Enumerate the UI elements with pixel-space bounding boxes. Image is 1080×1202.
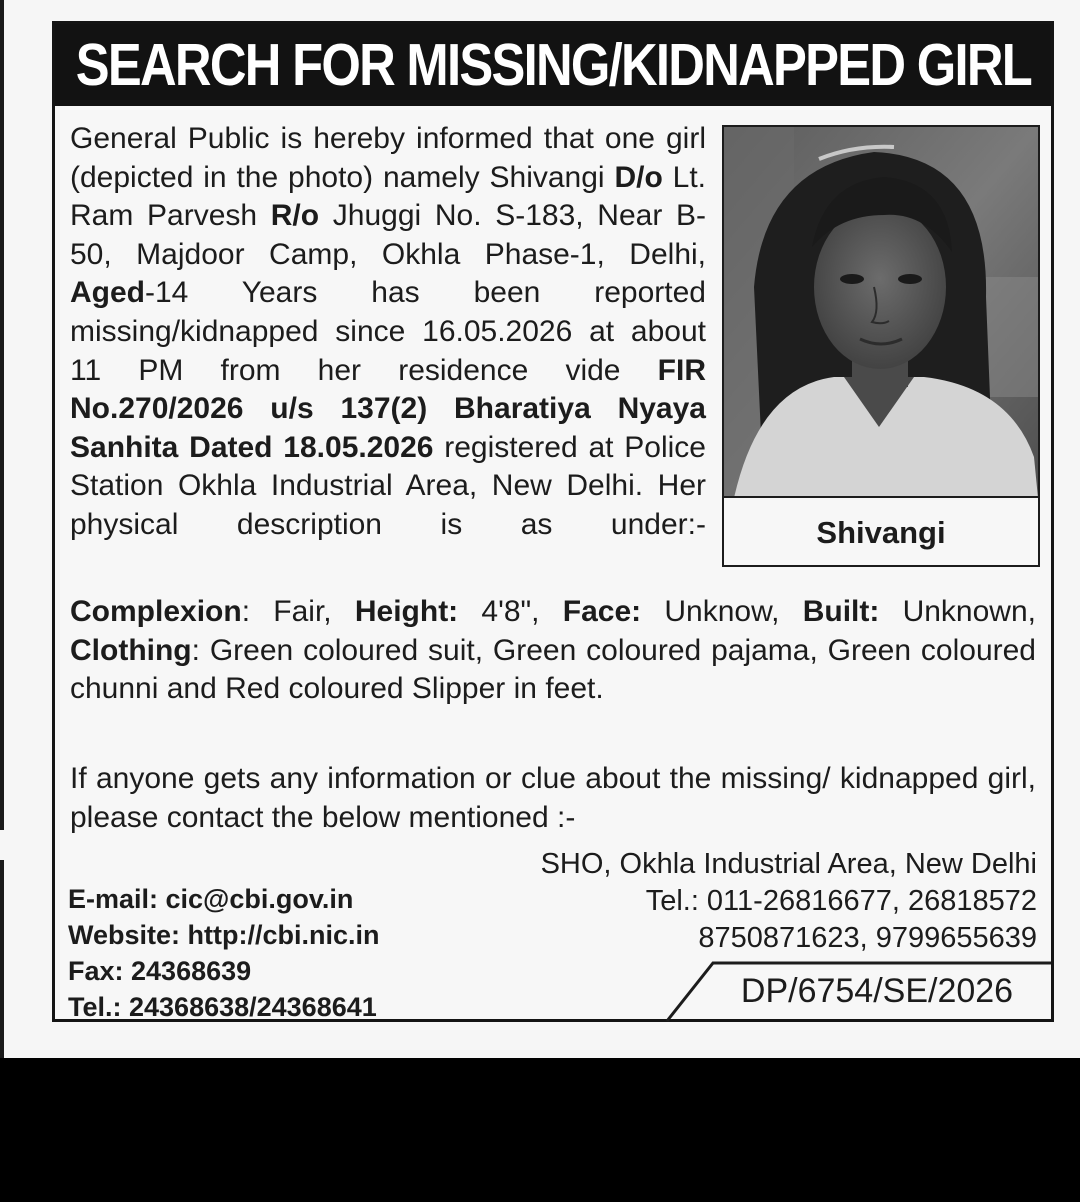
email-line: E-mail: cic@cbi.gov.in bbox=[68, 884, 354, 914]
sho-tel: Tel.: 011-26816677, 26818572 bbox=[645, 885, 1037, 917]
face-value: Unknow, bbox=[641, 595, 803, 628]
tel-line: Tel.: 24368638/24368641 bbox=[68, 992, 377, 1022]
physical-description bbox=[70, 593, 1036, 709]
fax-line: Fax: 24368639 bbox=[68, 956, 252, 986]
intro-bold-aged: Aged bbox=[70, 276, 145, 310]
sho-office: SHO, Okhla Industrial Area, New Delhi bbox=[540, 848, 1037, 880]
girl-photo bbox=[724, 127, 1038, 498]
intro-bold-ro: R/o bbox=[270, 199, 320, 233]
missing-person-notice bbox=[52, 21, 1054, 1022]
website-line: Website: http://cbi.nic.in bbox=[68, 920, 380, 950]
clothing-value: : Green coloured suit, Green coloured pajama, Green coloured chunni and Red coloured Slipper in feet. bbox=[70, 633, 1036, 706]
notice-title: SEARCH FOR MISSING/KIDNAPPED GIRL bbox=[75, 32, 1031, 98]
complexion-label: Complexion bbox=[70, 595, 242, 628]
notice-title-bar bbox=[55, 24, 1051, 106]
built-value: Unknown, bbox=[879, 595, 1036, 628]
photo-caption: Shivangi bbox=[816, 514, 946, 550]
face-label: Face: bbox=[562, 595, 642, 628]
complexion-value: : Fair, bbox=[241, 595, 355, 628]
height-value: 4'8", bbox=[458, 595, 563, 628]
intro-text-last: physical description is as under:- bbox=[70, 507, 706, 541]
reference-number: DP/6754/SE/2026 bbox=[740, 972, 1014, 1010]
intro-bold-do: D/o bbox=[614, 160, 663, 194]
height-label: Height: bbox=[354, 595, 459, 628]
page-edge-gap bbox=[0, 830, 4, 860]
portrait-illustration bbox=[724, 127, 1038, 498]
intro-text-5: registered at Police Station Okhla Industrial Area, New Delhi. Her bbox=[70, 430, 706, 503]
appeal-paragraph: If anyone gets any information or clue about the missing/ kidnapped girl, please contact the below mentioned :- bbox=[70, 762, 1036, 834]
intro-text-1: General Public is hereby informed that one girl (depicted in the photo) namely Shivangi bbox=[70, 122, 706, 194]
built-label: Built: bbox=[802, 595, 880, 628]
photo-frame bbox=[722, 125, 1040, 567]
sho-mobile: 8750871623, 9799655639 bbox=[698, 922, 1037, 954]
intro-text-2: Lt. Ram Parvesh bbox=[70, 160, 706, 233]
cbi-contact-block bbox=[68, 881, 508, 1025]
intro-text-3: Jhuggi No. S-183, Near B-50, Majdoor Camp, Okhla Phase-1, Delhi, bbox=[70, 199, 706, 271]
sho-contact-block bbox=[477, 846, 1037, 957]
intro-bold-fir: FIR No.270/2026 u/s 137(2) Bharatiya Nyaya Sanhita Dated 18.05.2026 bbox=[70, 353, 706, 464]
clothing-label: Clothing bbox=[70, 633, 192, 667]
reference-box bbox=[665, 961, 1051, 1022]
page-edge-line bbox=[0, 0, 4, 1058]
intro-text-4: -14 Years has been reported missing/kidnapped since 16.05.2026 at about 11 PM from her residence vide bbox=[70, 276, 706, 387]
intro-paragraph bbox=[70, 120, 706, 545]
